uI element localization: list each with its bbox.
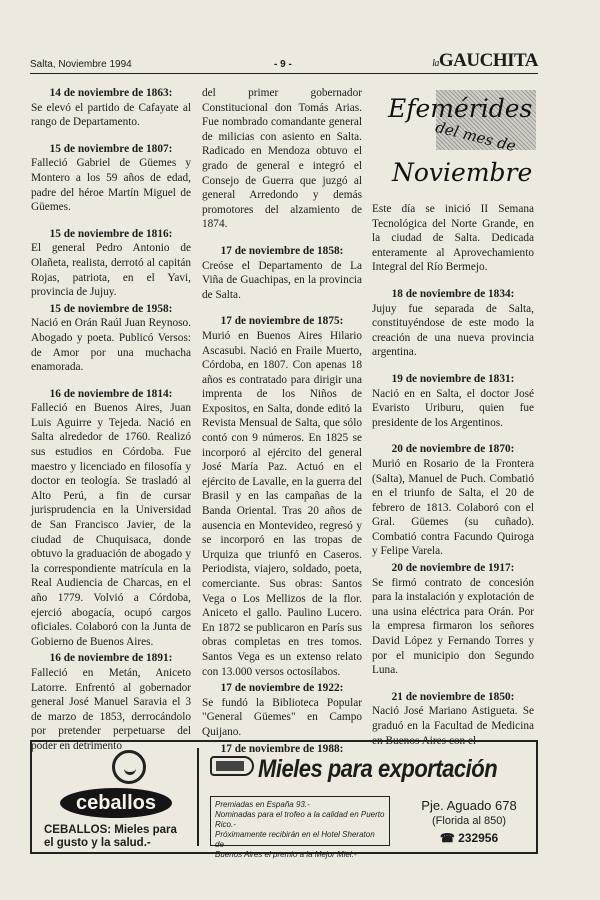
entry-text: Jujuy fue separada de Salta, constituyéndose de este modo la creación de una nueva provincia argentina. [372,302,534,359]
ad-phone: ☎ 232956 [439,831,499,845]
ad-address: Pje. Aguado 678 [421,798,517,813]
entry-date: 18 de noviembre de 1834: [391,287,515,300]
column-3 [372,202,534,760]
entry-text: Nació en en Salta, el doctor José Evaristo Uriburu, quien fue presidente de los Argentinos. [372,387,534,429]
entry-text: Falleció en Metán, Aniceto Latorre. Enfrentó al gobernador general José Manuel Saravia el 3 de marzo de 1853, derrocándolo por pretender perpetuarse del poder en detrimento [31,666,191,752]
entry-date: 16 de noviembre de 1814: [49,387,173,400]
entry-text: Se fundó la Biblioteca Popular "General Güemes" en Campo Quijano. [202,696,362,738]
brand-logo: ceballos [60,788,172,818]
advertisement-ceballos [30,740,538,859]
page-number: - 9 - [274,59,292,70]
honey-bottle-icon [210,756,254,776]
entry-text: Nació José Mariano Astigueta. Se graduó en la Facultad de Medicina en Buenos Aires con el [372,705,534,747]
ad-tagline-line2: el gusto y la salud.- [44,837,151,849]
ad-divider [197,748,199,846]
title-noviembre: Noviembre [392,158,533,187]
entry-text: Creóse el Departamento de La Viña de Guachipas, en la provincia de Salta. [202,259,362,301]
entry-text: Se firmó contrato de concesión para la instalación y explotación de una usina eléctrica para Orán. Por la empresa firmaron los señores David López y Fernando Torres y por el municipio don Segundo Luna. [372,576,534,677]
entry [202,681,362,739]
column-1 [31,86,191,766]
entry [31,142,191,215]
entry [202,244,362,302]
entry [31,302,191,375]
entry-date: 15 de noviembre de 1816: [49,227,173,240]
issue-date: Salta, Noviembre 1994 [30,59,132,70]
entry [372,561,534,678]
entry-text: Nació en Orán Raúl Juan Reynoso. Abogado y poeta. Publicó Versos: de Amor por una muchacha enamorada. [31,317,191,374]
ad-headline: Mieles para exportación [258,754,498,783]
logo-name: GAUCHITA [438,50,538,71]
entry-date: 17 de noviembre de 1988: [220,742,344,755]
ad-tagline-line1: CEBALLOS: Mieles para [44,824,177,836]
logo-prefix: la [432,58,439,69]
entry-date: 15 de noviembre de 1958: [49,302,173,315]
ad-awards-box [210,796,390,859]
entry-text: Murió en Buenos Aires Hilario Ascasubi. Nació en Fraile Muerto, Córdoba, en 1807. Con apenas 18 años es contratado para dirigir una imprenta de los Niños de Expositos, en Salta, donde editó la Revista Mensual de Salta, que sólo contó con 9 números. En 1825 se incorporó al ejército del general José María Paz. Actuó en el ejército de Lavalle, en la guerra del Brasil y en las campañas de la Banda Oriental. Tras 20 años de ausencia en Montevideo, regresó y se incorporó en las tropas de Urquiza que triunfó en Caseros. Periodista, viajero, soldado, poeta, comerciante. Sus obras: Santos Vega o Los Mellizos de la flor. Aniceto el gallo. Paulino Lucero. En 1872 se publicaron en París sus obras completas en tres tomos. Santos Vega es un extenso relato con 13.000 versos octosílabos. [202,329,362,678]
entry [31,651,191,753]
title-efemerides: Efemérides [388,94,533,123]
efemerides-title-box [378,86,536,202]
smile-icon [124,762,136,775]
entry-continuation: Este día se inició II Semana Tecnológica del Norte Grande, en la ciudad de Salta. Dedicada enteramente al Aprovechamiento Integral del Río Bermejo. [372,203,534,274]
ad-address-note: (Florida al 850) [432,815,506,827]
page-header [30,50,538,78]
entry-date: 14 de noviembre de 1863: [49,87,173,99]
ad-contact [404,798,534,845]
ad-note: Próximamente recibirán en el Hotel Sheraton de [215,830,375,849]
entry-text: Falleció en Buenos Aires, Juan Luis Aguirre y Tejeda. Nació en Salta alrededor de 1760. Realizó sus estudios en Córdoba. Fue maestro y licenciado en filosofía y doctor en teología. Se trasladó al Alto Perú, a fin de cursar jurisprudencia en la Universidad de San Francisco Javier, de la ciudad de Chuquisaca, donde obtuvo la graduación de abogado y la correspondiente matrícula en la Real Audiencia de Charcas, en el año 1779. Volvió a Córdoba, ejerció abogacía, ocupó cargos oficiales. Colaboró con la Junta de Gobierno de Buenos Aires. [31,402,191,648]
entry-text: Falleció Gabriel de Güemes y Montero a los 59 años de edad, padre del héroe Martín Miguel de Güemes. [31,157,191,214]
entry [372,287,534,360]
entry-date: 15 de noviembre de 1807: [49,142,173,155]
ad-note: Buenos Aires el premio a la Mejor Miel.- [215,850,357,859]
entry-date: 17 de noviembre de 1858: [220,244,344,257]
entry-text: Murió en Rosario de la Frontera (Salta), Manuel de Puch. Combatió en el triunfo de Salta, el 20 de febrero de 1813. Colaboró con el Gral. Güemes (su cuñado). Combatió contra Facundo Quiroga y Felipe Varela. [372,457,534,558]
column-2 [202,86,362,768]
entry-continuation: del primer gobernador Constitucional don Tomás Arias. Fue nombrado comandante general de milicias con asiento en Salta. Radicado en Mendoza obtuvo el grado de general e integró el Consejo de Guerra que juzgó al general Arredondo y demás promotores del alzamiento de 1874. [202,87,362,231]
entry [31,86,191,130]
entry-date: 17 de noviembre de 1922: [220,682,344,695]
entry-date: 20 de noviembre de 1870: [391,443,515,456]
entry [31,227,191,300]
header-rule [30,73,538,74]
entry-date: 20 de noviembre de 1917: [391,562,515,575]
entry [202,314,362,679]
entry-date: 17 de noviembre de 1875: [220,315,344,328]
title-del-mes-de: del mes de [433,118,518,156]
entry-date: 19 de noviembre de 1831: [391,372,515,385]
entry-date: 21 de noviembre de 1850: [391,690,515,703]
entry [372,442,534,559]
smiley-logo-icon [112,750,146,784]
entry-date: 16 de noviembre de 1891: [49,652,173,665]
entry [31,387,191,650]
entry [372,372,534,430]
entry-text: Se elevó el partido de Cafayate al rango de Departamento. [31,101,191,129]
entry-text: El general Pedro Antonio de Olañeta, realista, derrotó al capitán Rojas, patriota, en el Yavi, provincia de Jujuy. [31,242,191,299]
ad-note: Premiadas en España 93.- [215,800,310,809]
ad-note: Nominadas para el trofeo a la calidad en Puerto Rico.- [215,810,385,829]
newspaper-logo [432,50,538,72]
